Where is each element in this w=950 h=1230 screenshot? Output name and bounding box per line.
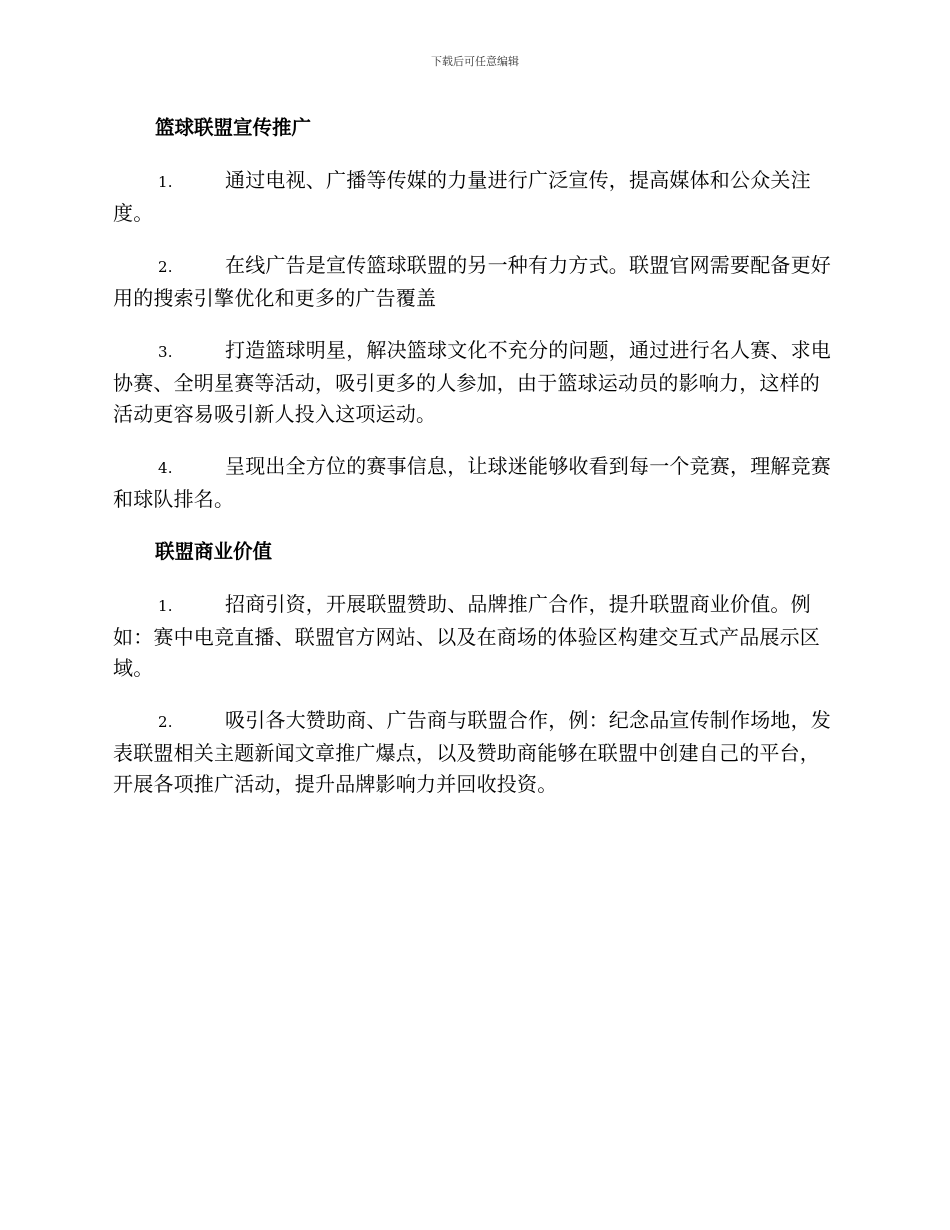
- item-text: 呈现出全方位的赛事信息，让球迷能够收看到每一个竞赛，理解竞赛和球队排名。: [113, 454, 831, 511]
- item-text: 在线广告是宣传篮球联盟的另一种有力方式。联盟官网需要配备更好用的搜索引擎优化和更多的广告覆盖: [113, 253, 831, 310]
- list-item: [113, 451, 835, 515]
- item-number: 1.: [158, 597, 173, 615]
- item-text: 打造篮球明星，解决篮球文化不充分的问题，通过进行名人赛、求电协赛、全明星赛等活动，吸引更多的人参加，由于篮球运动员的影响力，这样的活动更容易吸引新人投入这项运动。: [113, 338, 831, 426]
- list-item: [113, 165, 835, 229]
- item-text: 吸引各大赞助商、广告商与联盟合作，例：纪念品宣传制作场地，发表联盟相关主题新闻文章推广爆点，以及赞助商能够在联盟中创建自己的平台，开展各项推广活动，提升品牌影响力并回收投资。: [113, 708, 831, 796]
- item-number: 1.: [158, 173, 173, 191]
- section-heading-promotion: 篮球联盟宣传推广: [155, 116, 312, 139]
- list-item: [113, 705, 835, 800]
- item-number: 4.: [158, 459, 173, 477]
- section-heading-commercial-value: 联盟商业价值: [155, 540, 273, 563]
- list-item: [113, 589, 835, 684]
- item-text: 通过电视、广播等传媒的力量进行广泛宣传，提高媒体和公众关注度。: [113, 168, 811, 225]
- item-number: 2.: [158, 258, 173, 276]
- item-number: 3.: [158, 343, 173, 361]
- page-header: 下载后可任意编辑: [431, 55, 519, 68]
- document-body: [113, 112, 835, 821]
- item-number: 2.: [158, 713, 173, 731]
- list-item: [113, 250, 835, 314]
- list-item: [113, 335, 835, 430]
- item-text: 招商引资，开展联盟赞助、品牌推广合作，提升联盟商业价值。例如：赛中电竞直播、联盟官方网站、以及在商场的体验区构建交互式产品展示区域。: [113, 592, 820, 680]
